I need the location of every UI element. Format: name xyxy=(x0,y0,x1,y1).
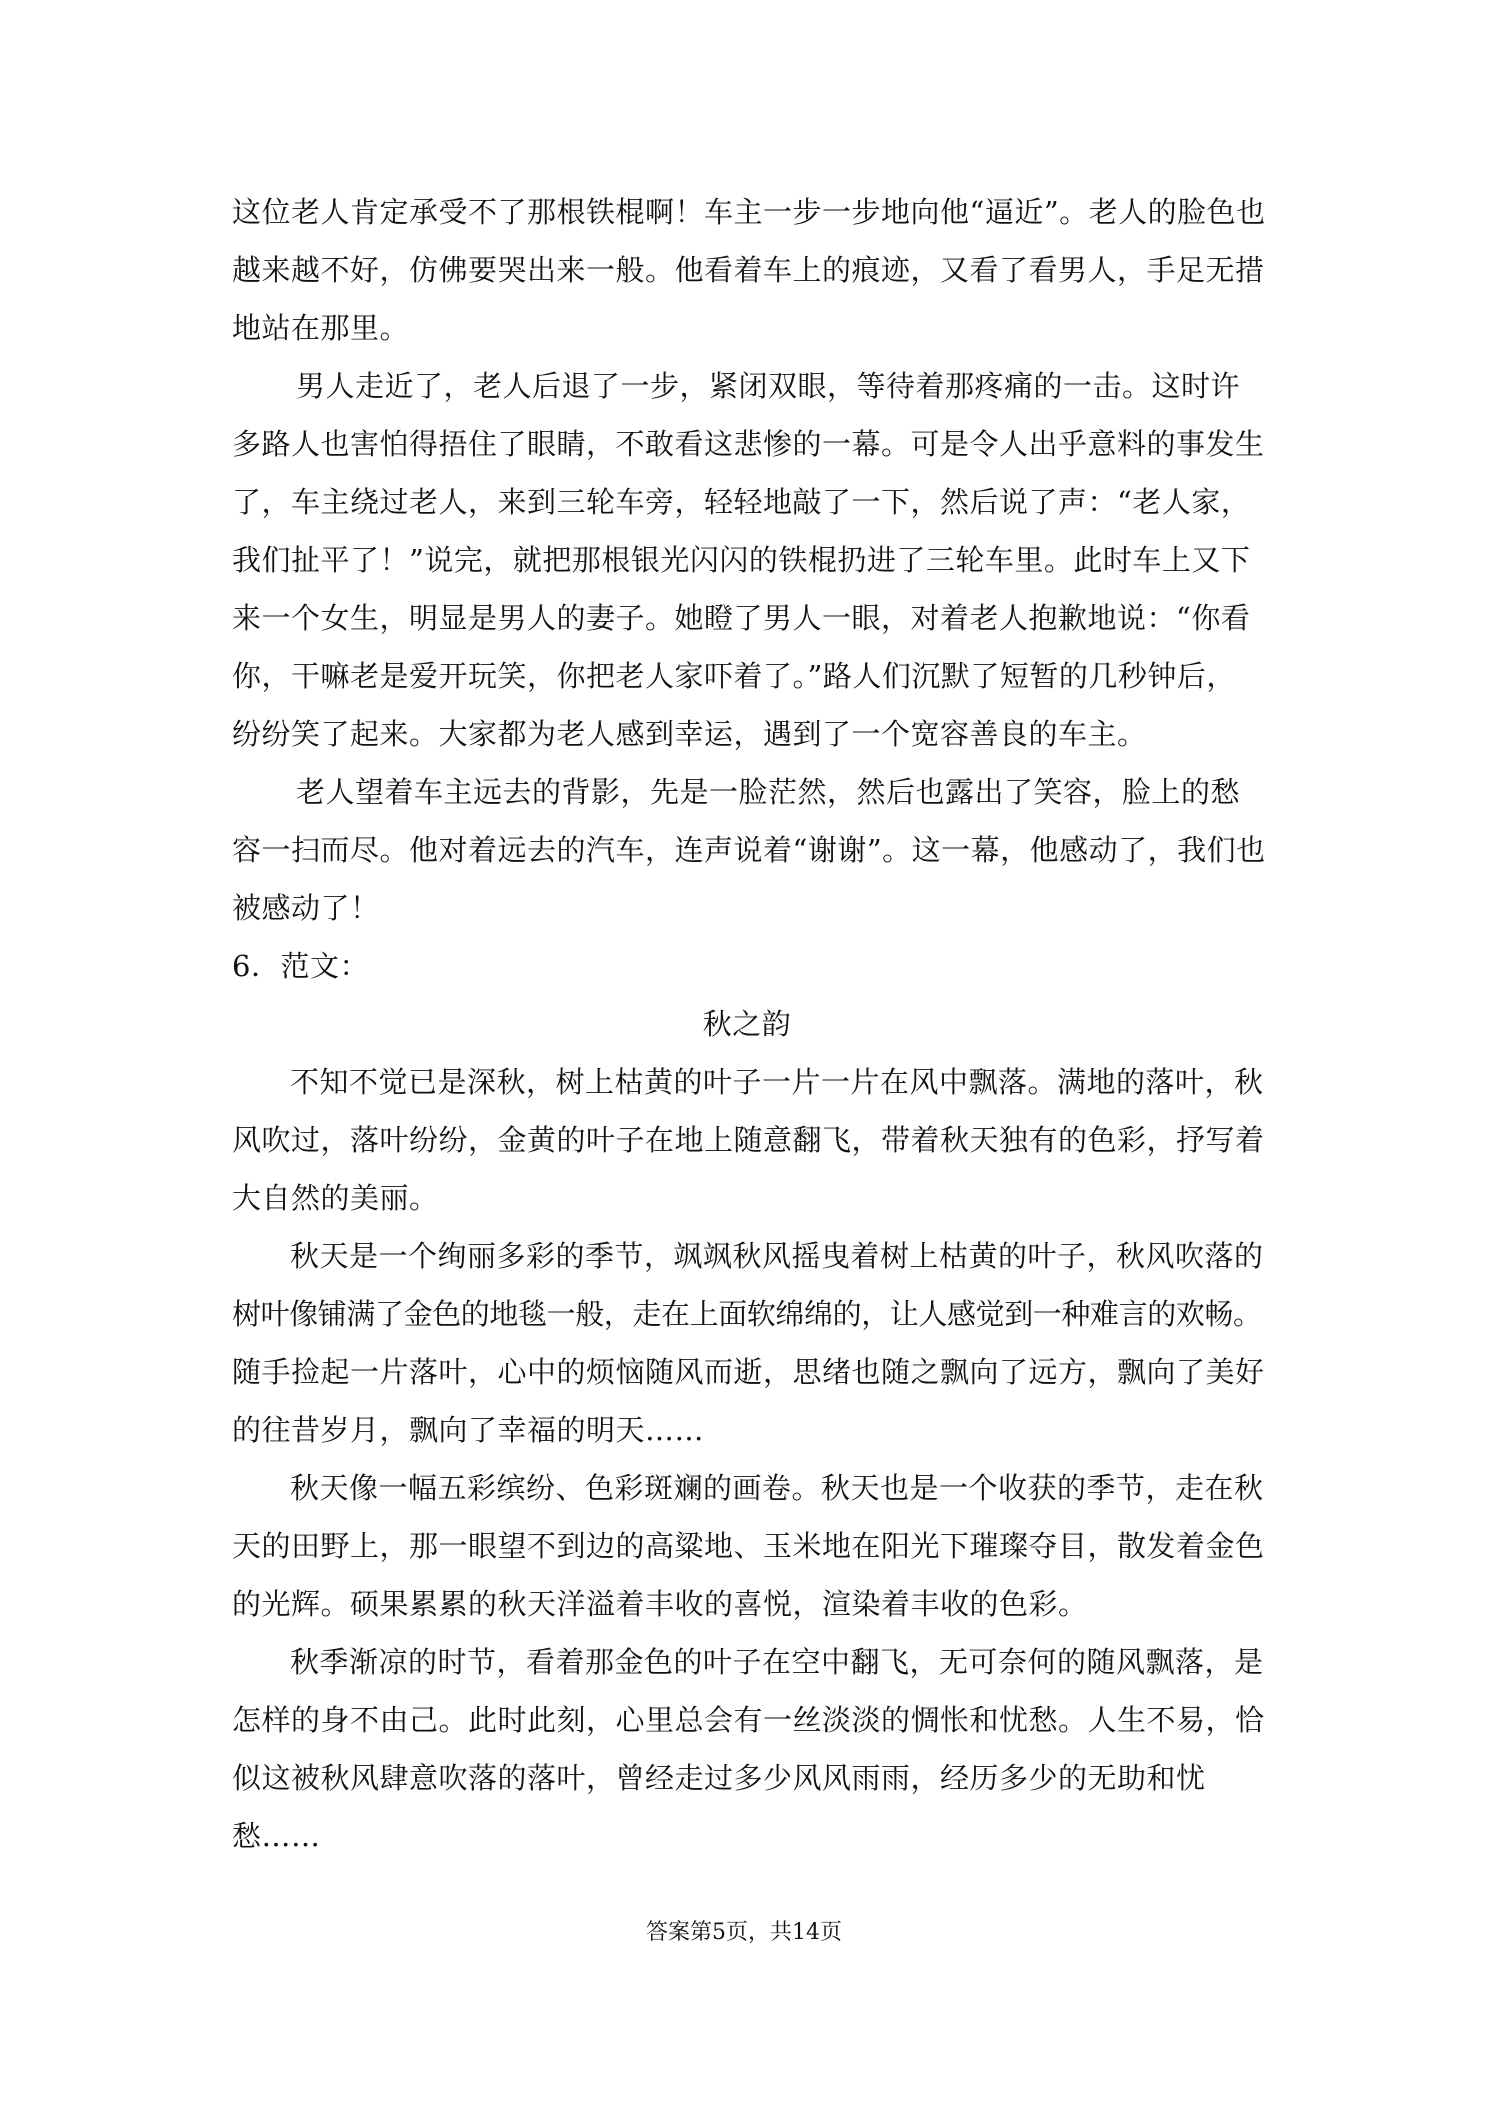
text-line: 纷纷笑了起来。大家都为老人感到幸运，遇到了一个宽容善良的车主。 xyxy=(232,717,1147,751)
text-line: 被感动了！ xyxy=(232,891,380,925)
text-line: 愁…… xyxy=(232,1819,321,1853)
text-line: 地站在那里。 xyxy=(232,311,410,345)
text-line: 男人走近了，老人后退了一步，紧闭双眼，等待着那疼痛的一击。这时许 xyxy=(296,369,1241,403)
document-body xyxy=(232,183,1266,1865)
paragraph xyxy=(232,1459,1265,1633)
page-footer: 答案第5页，共14页 xyxy=(646,1920,842,1945)
paragraph xyxy=(232,763,1266,937)
paragraph xyxy=(232,1227,1265,1459)
text-line: 秋天是一个绚丽多彩的季节，飒飒秋风摇曳着树上枯黄的叶子，秋风吹落的 xyxy=(290,1239,1264,1273)
text-line: 老人望着车主远去的背影，先是一脸茫然，然后也露出了笑容，脸上的愁 xyxy=(296,775,1241,809)
text-line: 多路人也害怕得捂住了眼睛，不敢看这悲惨的一幕。可是令人出乎意料的事发生 xyxy=(232,427,1265,461)
paragraph xyxy=(232,357,1265,763)
question-heading xyxy=(232,937,1262,995)
text-line: 的光辉。硕果累累的秋天洋溢着丰收的喜悦，渲染着丰收的色彩。 xyxy=(232,1587,1088,1621)
text-line: 随手捡起一片落叶，心中的烦恼随风而逝，思绪也随之飘向了远方，飘向了美好 xyxy=(232,1355,1265,1389)
text-line: 不知不觉已是深秋，树上枯黄的叶子一片一片在风中飘落。满地的落叶，秋 xyxy=(290,1065,1264,1099)
text-line: 天的田野上，那一眼望不到边的高粱地、玉米地在阳光下璀璨夺目，散发着金色 xyxy=(232,1529,1265,1563)
text-line: 越来越不好，仿佛要哭出来一般。他看着车上的痕迹，又看了看男人，手足无措 xyxy=(232,253,1265,287)
text-line: 秋天像一幅五彩缤纷、色彩斑斓的画卷。秋天也是一个收获的季节，走在秋 xyxy=(290,1471,1264,1505)
text-line: 我们扯平了！”说完，就把那根银光闪闪的铁棍扔进了三轮车里。此时车上又下 xyxy=(232,543,1251,577)
essay-title-text: 秋之韵 xyxy=(702,1007,792,1041)
paragraph xyxy=(232,183,1266,357)
essay-title xyxy=(232,995,1262,1053)
text-line: 似这被秋风肆意吹落的落叶，曾经走过多少风风雨雨，经历多少的无助和忧 xyxy=(232,1761,1206,1795)
text-line: 你，干嘛老是爱开玩笑，你把老人家吓着了。”路人们沉默了短暂的几秒钟后， xyxy=(232,659,1236,693)
text-line: 大自然的美丽。 xyxy=(232,1181,439,1215)
question-number: 6．范文： xyxy=(232,949,369,983)
paragraph xyxy=(232,1633,1265,1865)
text-line: 秋季渐凉的时节，看着那金色的叶子在空中翻飞，无可奈何的随风飘落，是 xyxy=(290,1645,1264,1679)
text-line: 这位老人肯定承受不了那根铁棍啊！车主一步一步地向他“逼近”。老人的脸色也 xyxy=(232,195,1266,229)
paragraph xyxy=(232,1053,1265,1227)
text-line: 怎样的身不由己。此时此刻，心里总会有一丝淡淡的惆怅和忧愁。人生不易，恰 xyxy=(232,1703,1265,1737)
text-line: 风吹过，落叶纷纷，金黄的叶子在地上随意翻飞，带着秋天独有的色彩，抒写着 xyxy=(232,1123,1265,1157)
text-line: 容一扫而尽。他对着远去的汽车，连声说着“谢谢”。这一幕，他感动了，我们也 xyxy=(232,833,1266,867)
text-line: 来一个女生，明显是男人的妻子。她瞪了男人一眼，对着老人抱歉地说：“你看 xyxy=(232,601,1251,635)
text-line: 的往昔岁月，飘向了幸福的明天…… xyxy=(232,1413,705,1447)
text-line: 了，车主绕过老人，来到三轮车旁，轻轻地敲了一下，然后说了声：“老人家， xyxy=(232,485,1251,519)
text-line: 树叶像铺满了金色的地毯一般，走在上面软绵绵的，让人感觉到一种难言的欢畅。 xyxy=(232,1297,1262,1331)
